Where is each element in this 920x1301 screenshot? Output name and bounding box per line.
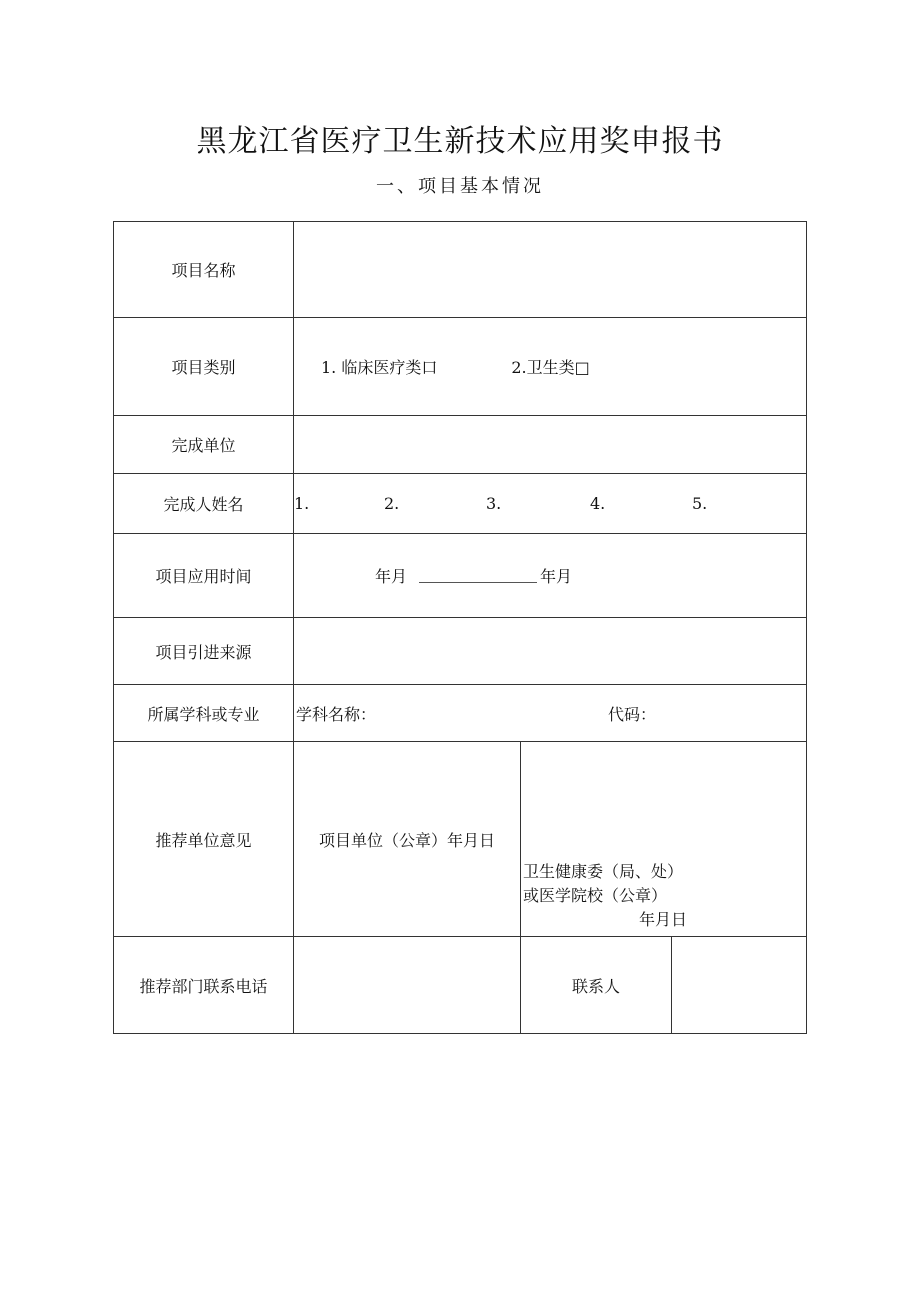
completer-number-1: 1. [294,494,310,513]
discipline-label: 所属学科或专业 [114,685,294,742]
project-category-label: 项目类别 [114,318,294,416]
discipline-field[interactable] [294,685,807,742]
introduction-source-label: 项目引进来源 [114,618,294,685]
project-category-field [294,318,807,416]
application-time-label: 项目应用时间 [114,534,294,618]
completer-number-5: 5. [692,494,708,513]
category-option-health[interactable]: 2.卫生类□ [511,358,590,377]
application-form-table [113,221,807,1034]
row-completing-unit [114,416,807,474]
discipline-name-label: 学科名称： [296,704,377,724]
row-project-category [114,318,807,416]
row-contact-phone [114,937,807,1034]
completers-field[interactable] [294,474,807,534]
discipline-code-label: 代码： [608,704,657,724]
row-application-time [114,534,807,618]
introduction-source-field[interactable] [294,618,807,685]
commission-line-2: 或医学院校（公章） [523,886,668,905]
time-end: 年月 [540,567,573,586]
project-name-field[interactable] [294,222,807,318]
project-name-label: 项目名称 [114,222,294,318]
row-completers [114,474,807,534]
row-recommendation [114,742,807,937]
contact-phone-field[interactable] [294,937,521,1034]
row-project-name [114,222,807,318]
row-discipline [114,685,807,742]
contact-person-field[interactable] [672,937,807,1034]
completing-unit-label: 完成单位 [114,416,294,474]
section-heading: 一、项目基本情况 [376,176,544,197]
completer-number-2: 2. [384,494,400,513]
completing-unit-field[interactable] [294,416,807,474]
application-time-field[interactable] [294,534,807,618]
completers-label: 完成人姓名 [114,474,294,534]
recommendation-label: 推荐单位意见 [114,742,294,937]
completer-number-3: 3. [486,494,502,513]
commission-seal[interactable] [521,742,807,937]
time-range-underline [419,568,537,583]
document-title: 黑龙江省医疗卫生新技术应用奖申报书 [196,124,724,159]
commission-line-1: 卫生健康委（局、处） [523,862,684,881]
category-option-clinical[interactable]: 1. 临床医疗类口 [321,358,438,377]
contact-person-label: 联系人 [521,937,672,1034]
project-unit-seal[interactable]: 项目单位（公章）年月日 [294,742,521,937]
time-start: 年月 [375,567,408,586]
contact-phone-label: 推荐部门联系电话 [114,937,294,1034]
row-introduction-source [114,618,807,685]
completer-number-4: 4. [590,494,606,513]
commission-date: 年月日 [639,910,688,929]
